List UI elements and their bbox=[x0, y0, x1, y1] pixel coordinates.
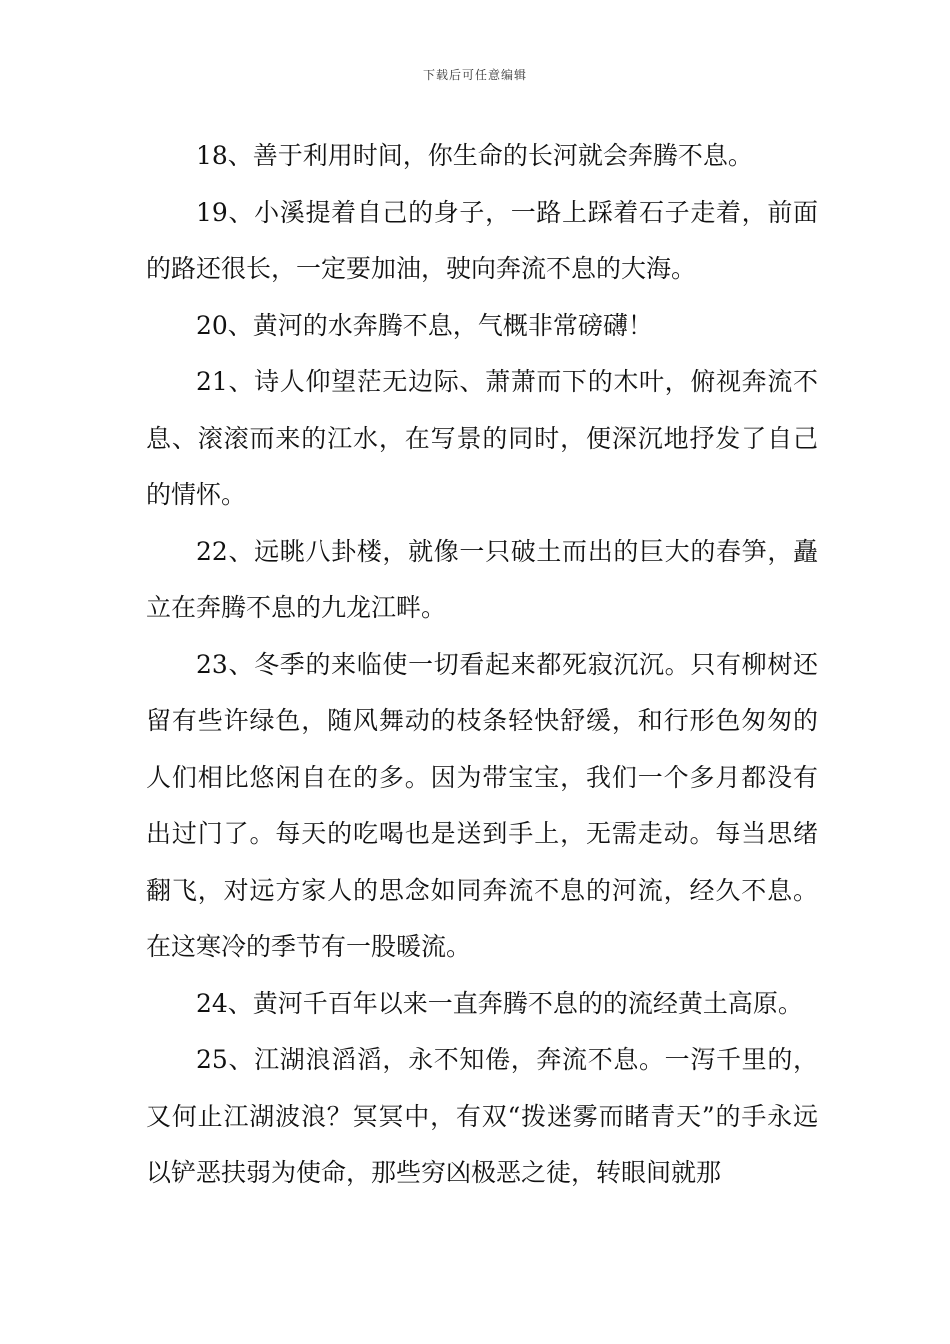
paragraph-25: 25、江湖浪滔滔，永不知倦，奔流不息。一泻千里的，又何止江湖波浪？冥冥中，有双“拨迷雾而睹青天”的手永远以铲恶扶弱为使命，那些穷凶极恶之徒，转眼间就那 bbox=[146, 1045, 818, 1187]
document-body bbox=[146, 128, 818, 1202]
paragraph-23: 23、冬季的来临使一切看起来都死寂沉沉。只有柳树还留有些许绿色，随风舞动的枝条轻快舒缓，和行形色匆匆的人们相比悠闲自在的多。因为带宝宝，我们一个多月都没有出过门了。每天的吃喝也是送到手上，无需走动。每当思绪翻飞，对远方家人的思念如同奔流不息的河流，经久不息。在这寒冷的季节有一股暖流。 bbox=[146, 649, 818, 961]
page-header: 下载后可任意编辑 bbox=[422, 68, 527, 82]
paragraph-24: 24、黄河千百年以来一直奔腾不息的的流经黄土高原。 bbox=[196, 988, 803, 1018]
paragraph-21: 21、诗人仰望茫无边际、萧萧而下的木叶，俯视奔流不息、滚滚而来的江水，在写景的同时，便深沉地抒发了自己的情怀。 bbox=[146, 367, 818, 509]
paragraph-20: 20、黄河的水奔腾不息，气概非常磅礴！ bbox=[196, 310, 653, 340]
paragraph-19: 19、小溪提着自己的身子，一路上踩着石子走着，前面的路还很长，一定要加油，驶向奔流不息的大海。 bbox=[146, 197, 818, 283]
paragraph-22: 22、远眺八卦楼，就像一只破土而出的巨大的春笋，矗立在奔腾不息的九龙江畔。 bbox=[146, 536, 818, 622]
paragraph-18: 18、善于利用时间，你生命的长河就会奔腾不息。 bbox=[196, 141, 753, 170]
